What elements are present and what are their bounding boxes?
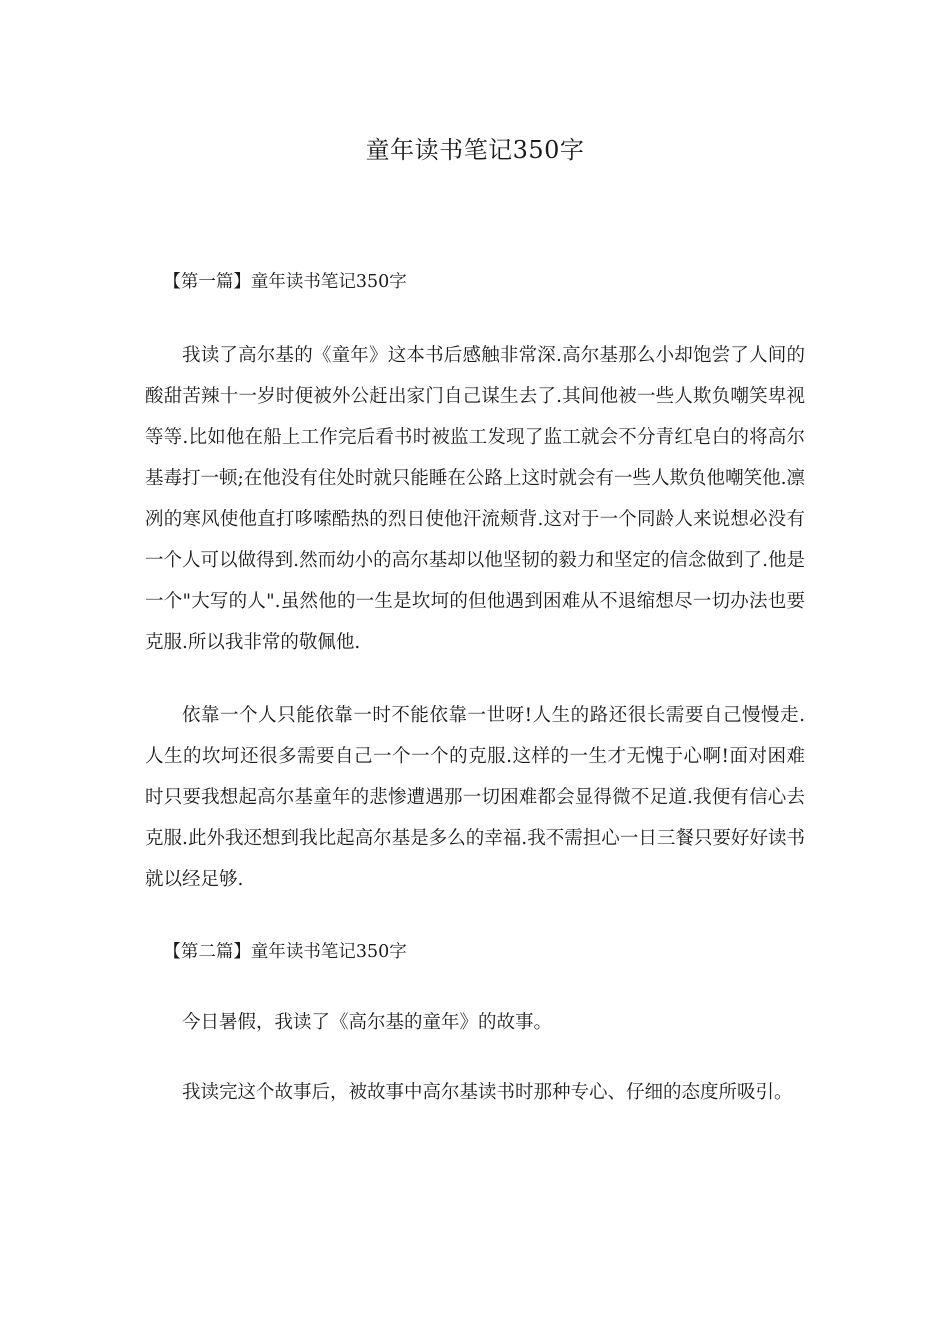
section-2-paragraph-1: 今日暑假，我读了《高尔基的童年》的故事。	[182, 1012, 553, 1033]
section-1-heading: 【第一篇】童年读书笔记350字	[163, 272, 407, 292]
document-title: 童年读书笔记350字	[365, 136, 585, 164]
document-body	[145, 262, 805, 1113]
section-1-paragraph-1: 我读了高尔基的《童年》这本书后感触非常深.高尔基那么小却饱尝了人间的酸甜苦辣十一岁时便被外公赶出家门自己谋生去了.其间他被一些人欺负嘲笑卑视等等.比如他在船上工作完后看书时被监工发现了监工就会不分青红皂白的将高尔基毒打一顿;在他没有住处时就只能睡在公路上这时就会有一些人欺负他嘲笑他.凛冽的寒风使他直打哆嗦酷热的烈日使他汗流颊背.这对于一个同龄人来说想必没有一个人可以做得到.然而幼小的高尔基却以他坚韧的毅力和坚定的信念做到了.他是一个"大写的人".虽然他的一生是坎坷的但他遇到困难从不退缩想尽一切办法也要克服.所以我非常的敬佩他.	[145, 345, 805, 653]
section-2-paragraph-2: 我读完这个故事后，被故事中高尔基读书时那种专心、仔细的态度所吸引。	[182, 1082, 793, 1103]
section-1-paragraph-2: 依靠一个人只能依靠一时不能依靠一世呀!人生的路还很长需要自己慢慢走.人生的坎坷还很多需要自己一个一个的克服.这样的一生才无愧于心啊!面对困难时只要我想起高尔基童年的悲惨遭遇那一切困难都会显得微不足道.我便有信心去克服.此外我还想到我比起高尔基是多么的幸福.我不需担心一日三餐只要好好读书就以经足够.	[145, 705, 805, 890]
section-2-heading: 【第二篇】童年读书笔记350字	[163, 942, 407, 962]
